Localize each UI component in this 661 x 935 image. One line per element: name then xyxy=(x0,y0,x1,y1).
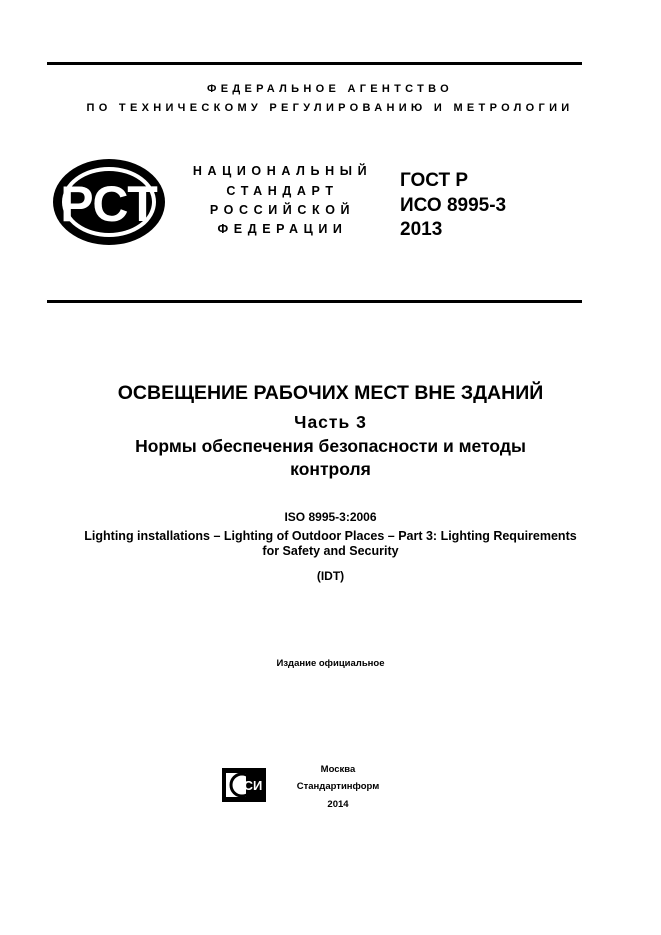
iso-code: ISO 8995-3:2006 xyxy=(284,510,377,524)
subtitle-line-1: Нормы обеспечения безопасности и методы xyxy=(135,436,526,456)
standard-line-4: ФЕДЕРАЦИИ xyxy=(217,222,348,236)
edition-label: Издание официальное xyxy=(276,658,385,669)
publisher-logo-text: СИ xyxy=(243,778,263,793)
agency-line-1: ФЕДЕРАЛЬНОЕ АГЕНТСТВО xyxy=(207,83,453,95)
standard-line-3: РОССИЙСКОЙ xyxy=(209,203,356,217)
gost-r-logo xyxy=(52,158,167,251)
part-title: Часть 3 xyxy=(294,412,367,432)
standard-line-1: НАЦИОНАЛЬНЫЙ xyxy=(192,164,373,178)
designation-iso: ИСО 8995-3 xyxy=(400,195,507,216)
designation-gost: ГОСТ Р xyxy=(400,170,469,191)
middle-rule xyxy=(47,300,582,303)
idt-label: (IDT) xyxy=(316,569,345,583)
top-rule xyxy=(47,62,582,65)
subtitle-line-2: контроля xyxy=(290,459,371,479)
agency-line-2: ПО ТЕХНИЧЕСКОМУ РЕГУЛИРОВАНИЮ И МЕТРОЛОГИИ xyxy=(86,102,574,114)
logo-text: РСТ xyxy=(60,176,158,232)
english-title-line-2: for Safety and Security xyxy=(262,544,399,558)
publisher-city: Москва xyxy=(320,764,356,775)
publisher-year: 2014 xyxy=(327,799,349,810)
designation-year: 2013 xyxy=(400,219,443,240)
standard-line-2: СТАНДАРТ xyxy=(226,184,339,198)
main-title: ОСВЕЩЕНИЕ РАБОЧИХ МЕСТ ВНЕ ЗДАНИЙ xyxy=(117,382,544,404)
publisher-name: Стандартинформ xyxy=(296,781,380,792)
english-title-line-1: Lighting installations – Lighting of Outdoor Places – Part 3: Lighting Requirements xyxy=(84,529,577,543)
